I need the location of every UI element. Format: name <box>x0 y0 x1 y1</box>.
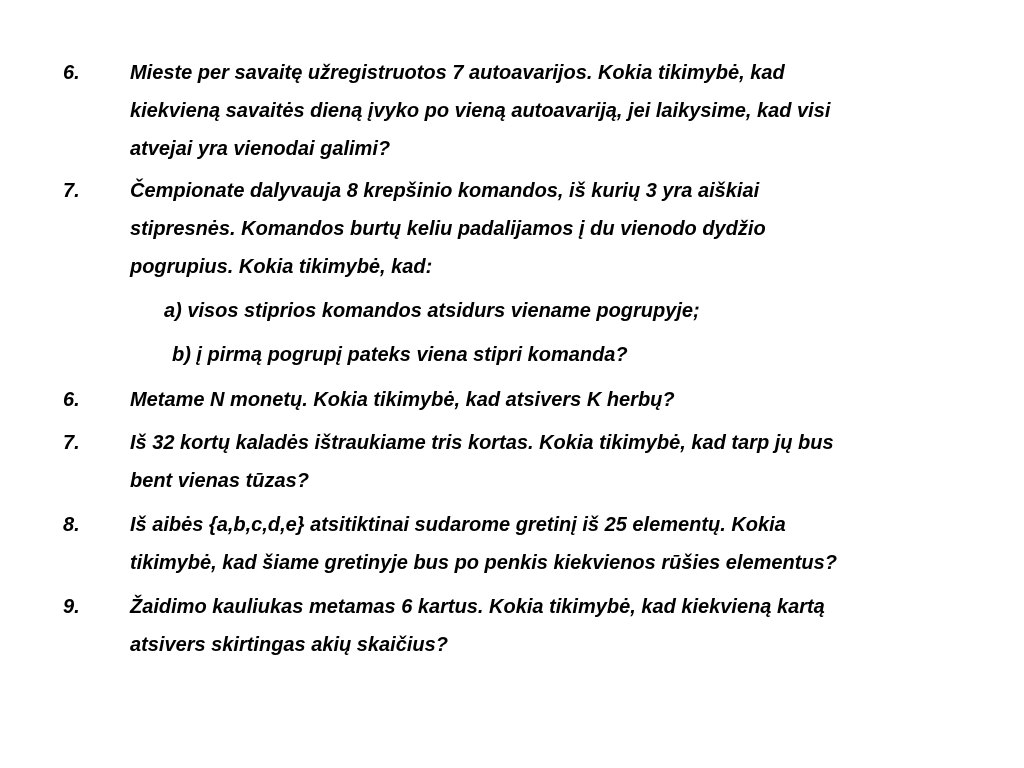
problem-subitem: a) visos stiprios komandos atsidurs viename pogrupyje; <box>164 300 700 322</box>
problem-line: Iš aibės {a,b,c,d,e} atsitiktinai sudarome gretinį iš 25 elementų. Kokia <box>130 514 786 536</box>
problem-number: 7. <box>63 180 80 202</box>
problem-line: Metame N monetų. Kokia tikimybė, kad atsivers K herbų? <box>130 389 675 411</box>
problem-text <box>130 381 675 419</box>
problem-number: 6. <box>63 62 80 84</box>
problem-line: Mieste per savaitę užregistruotos 7 autoavarijos. Kokia tikimybė, kad <box>130 62 785 84</box>
problem-line: atsivers skirtingas akių skaičius? <box>130 634 448 656</box>
problem-text <box>130 172 766 286</box>
problem-line: kiekvieną savaitės dieną įvyko po vieną autoavariją, jei laikysime, kad visi <box>130 100 831 122</box>
problem-line: stipresnės. Komandos burtų keliu padalijamos į du vienodo dydžio <box>130 218 766 240</box>
problem-line: pogrupius. Kokia tikimybė, kad: <box>130 256 433 278</box>
problem-subitem: b) į pirmą pogrupį pateks viena stipri komanda? <box>172 344 628 366</box>
problem-line: tikimybė, kad šiame gretinyje bus po penkis kiekvienos rūšies elementus? <box>130 552 837 574</box>
problem-line: atvejai yra vienodai galimi? <box>130 138 391 160</box>
problem-line: Iš 32 kortų kaladės ištraukiame tris kortas. Kokia tikimybė, kad tarp jų bus <box>130 432 834 454</box>
problem-line: Žaidimo kauliukas metamas 6 kartus. Kokia tikimybė, kad kiekvieną kartą <box>130 596 825 618</box>
problem-text <box>130 588 825 664</box>
problem-number: 7. <box>63 432 80 454</box>
problem-text <box>130 54 830 168</box>
problem-number: 6. <box>63 389 80 411</box>
problem-text <box>130 424 834 500</box>
problem-line: bent vienas tūzas? <box>130 470 309 492</box>
problem-number: 8. <box>63 514 80 536</box>
problem-number: 9. <box>63 596 80 618</box>
problem-line: Čempionate dalyvauja 8 krepšinio komandos, iš kurių 3 yra aiškiai <box>130 180 760 202</box>
problem-text <box>130 506 837 582</box>
